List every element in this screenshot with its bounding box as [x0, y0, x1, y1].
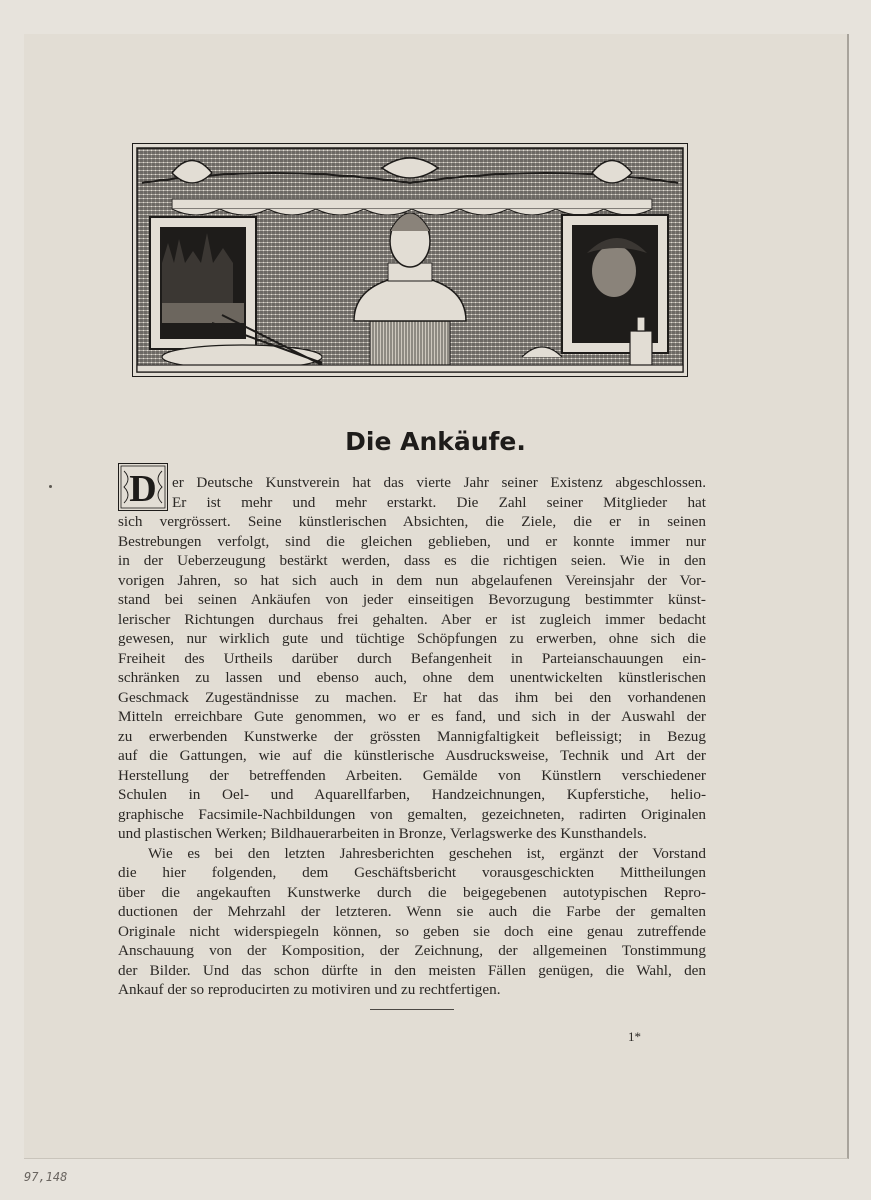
body-line: ductionen der Mehrzahl der letzteren. Wenn sie auch die Farbe der gemalten — [118, 903, 706, 920]
body-line: Herstellung der betreffenden Arbeiten. Gemälde von Künstlern verschiedener — [118, 766, 706, 784]
body-line: die hier folgenden, dem Geschäftsbericht vorausgeschickten Mittheilungen — [118, 864, 706, 881]
body-line: er Deutsche Kunstverein hat das vierte Jahr seiner Existenz abgeschlossen. — [172, 474, 706, 491]
body-line: gewesen, nur wirklich gute und tüchtige Schöpfungen zu erwerben, ohne sich die — [118, 630, 706, 647]
body-line: schränken zu lassen und ebenso auch, ohne dem unentwickelten künstlerischen — [118, 669, 706, 686]
body-line: graphische Facsimile-Nachbildungen von gemalten, gezeichneten, radirten Originalen — [118, 805, 706, 823]
inventory-number: 97,148 — [24, 1170, 68, 1184]
body-line: Wie es bei den letzten Jahresberichten geschehen ist, ergänzt der Vorstand — [148, 844, 706, 862]
body-line: Originale nicht widerspiegeln können, so geben sie doch eine genau zutreffende — [118, 922, 706, 940]
body-line: zu erwerbenden Kunstwerke der grössten Mannigfaltigkeit befleissigt; in Bezug — [118, 727, 706, 745]
body-line: lerischer Richtungen durchaus frei gehalten. Aber er ist zugleich immer bedacht — [118, 610, 706, 628]
body-line: in der Ueberzeugung bestärkt werden, dass es die richtigen seien. Wie in den — [118, 552, 706, 569]
body-line: auf die Gattungen, wie auf die künstlerische Ausdrucksweise, Technik und Art der — [118, 747, 706, 764]
body-line: Ankauf der so reproducirten zu motiviren und zu rechtfertigen. — [118, 981, 501, 998]
body-line: sich vergrössert. Seine künstlerischen Absichten, die Ziele, die er in seinen — [118, 513, 706, 530]
body-line: und plastischen Werken; Bildhauerarbeiten in Bronze, Verlagswerke des Kunsthandels. — [118, 825, 647, 842]
body-text — [118, 473, 706, 1000]
body-line: Er ist mehr und mehr erstarkt. Die Zahl seiner Mitglieder hat — [172, 493, 706, 511]
signature-mark: 1* — [628, 1029, 641, 1044]
closing-rule — [370, 1009, 454, 1010]
body-line: Geschmack Zugeständnisse zu machen. Er hat das ihm bei den vorhandenen — [118, 688, 706, 706]
body-line: vorigen Jahren, so hat sich auch in dem nun abgelaufenen Vereinsjahr der Vor- — [118, 571, 706, 589]
body-line: Mitteln erreichbare Gute genommen, wo er es fand, und sich in der Auswahl der — [118, 708, 706, 725]
body-line: über die angekauften Kunstwerke durch die beigegebenen autotypischen Repro- — [118, 883, 706, 901]
paper-speck — [49, 485, 52, 488]
body-line: Freiheit des Urtheils darüber durch Befangenheit in Parteianschauungen ein- — [118, 649, 706, 667]
body-line: Anschauung von der Komposition, der Zeichnung, der allgemeinen Tonstimmung — [118, 942, 706, 959]
body-line: Schulen in Oel- und Aquarellfarben, Handzeichnungen, Kupferstiche, helio- — [118, 786, 706, 803]
dropcap-letter: D — [129, 468, 157, 510]
page-title: Die Ankäufe. — [345, 427, 526, 456]
body-line: der Bilder. Und das schon dürfte in den meisten Fällen genügen, die Wahl, den — [118, 961, 706, 979]
header-engraving — [132, 143, 688, 377]
body-line: stand bei seinen Ankäufen von jeder einseitigen Bevorzugung bestimmter künst- — [118, 591, 706, 608]
body-line: Bestrebungen verfolgt, sind die gleichen geblieben, und er konnte immer nur — [118, 532, 706, 550]
